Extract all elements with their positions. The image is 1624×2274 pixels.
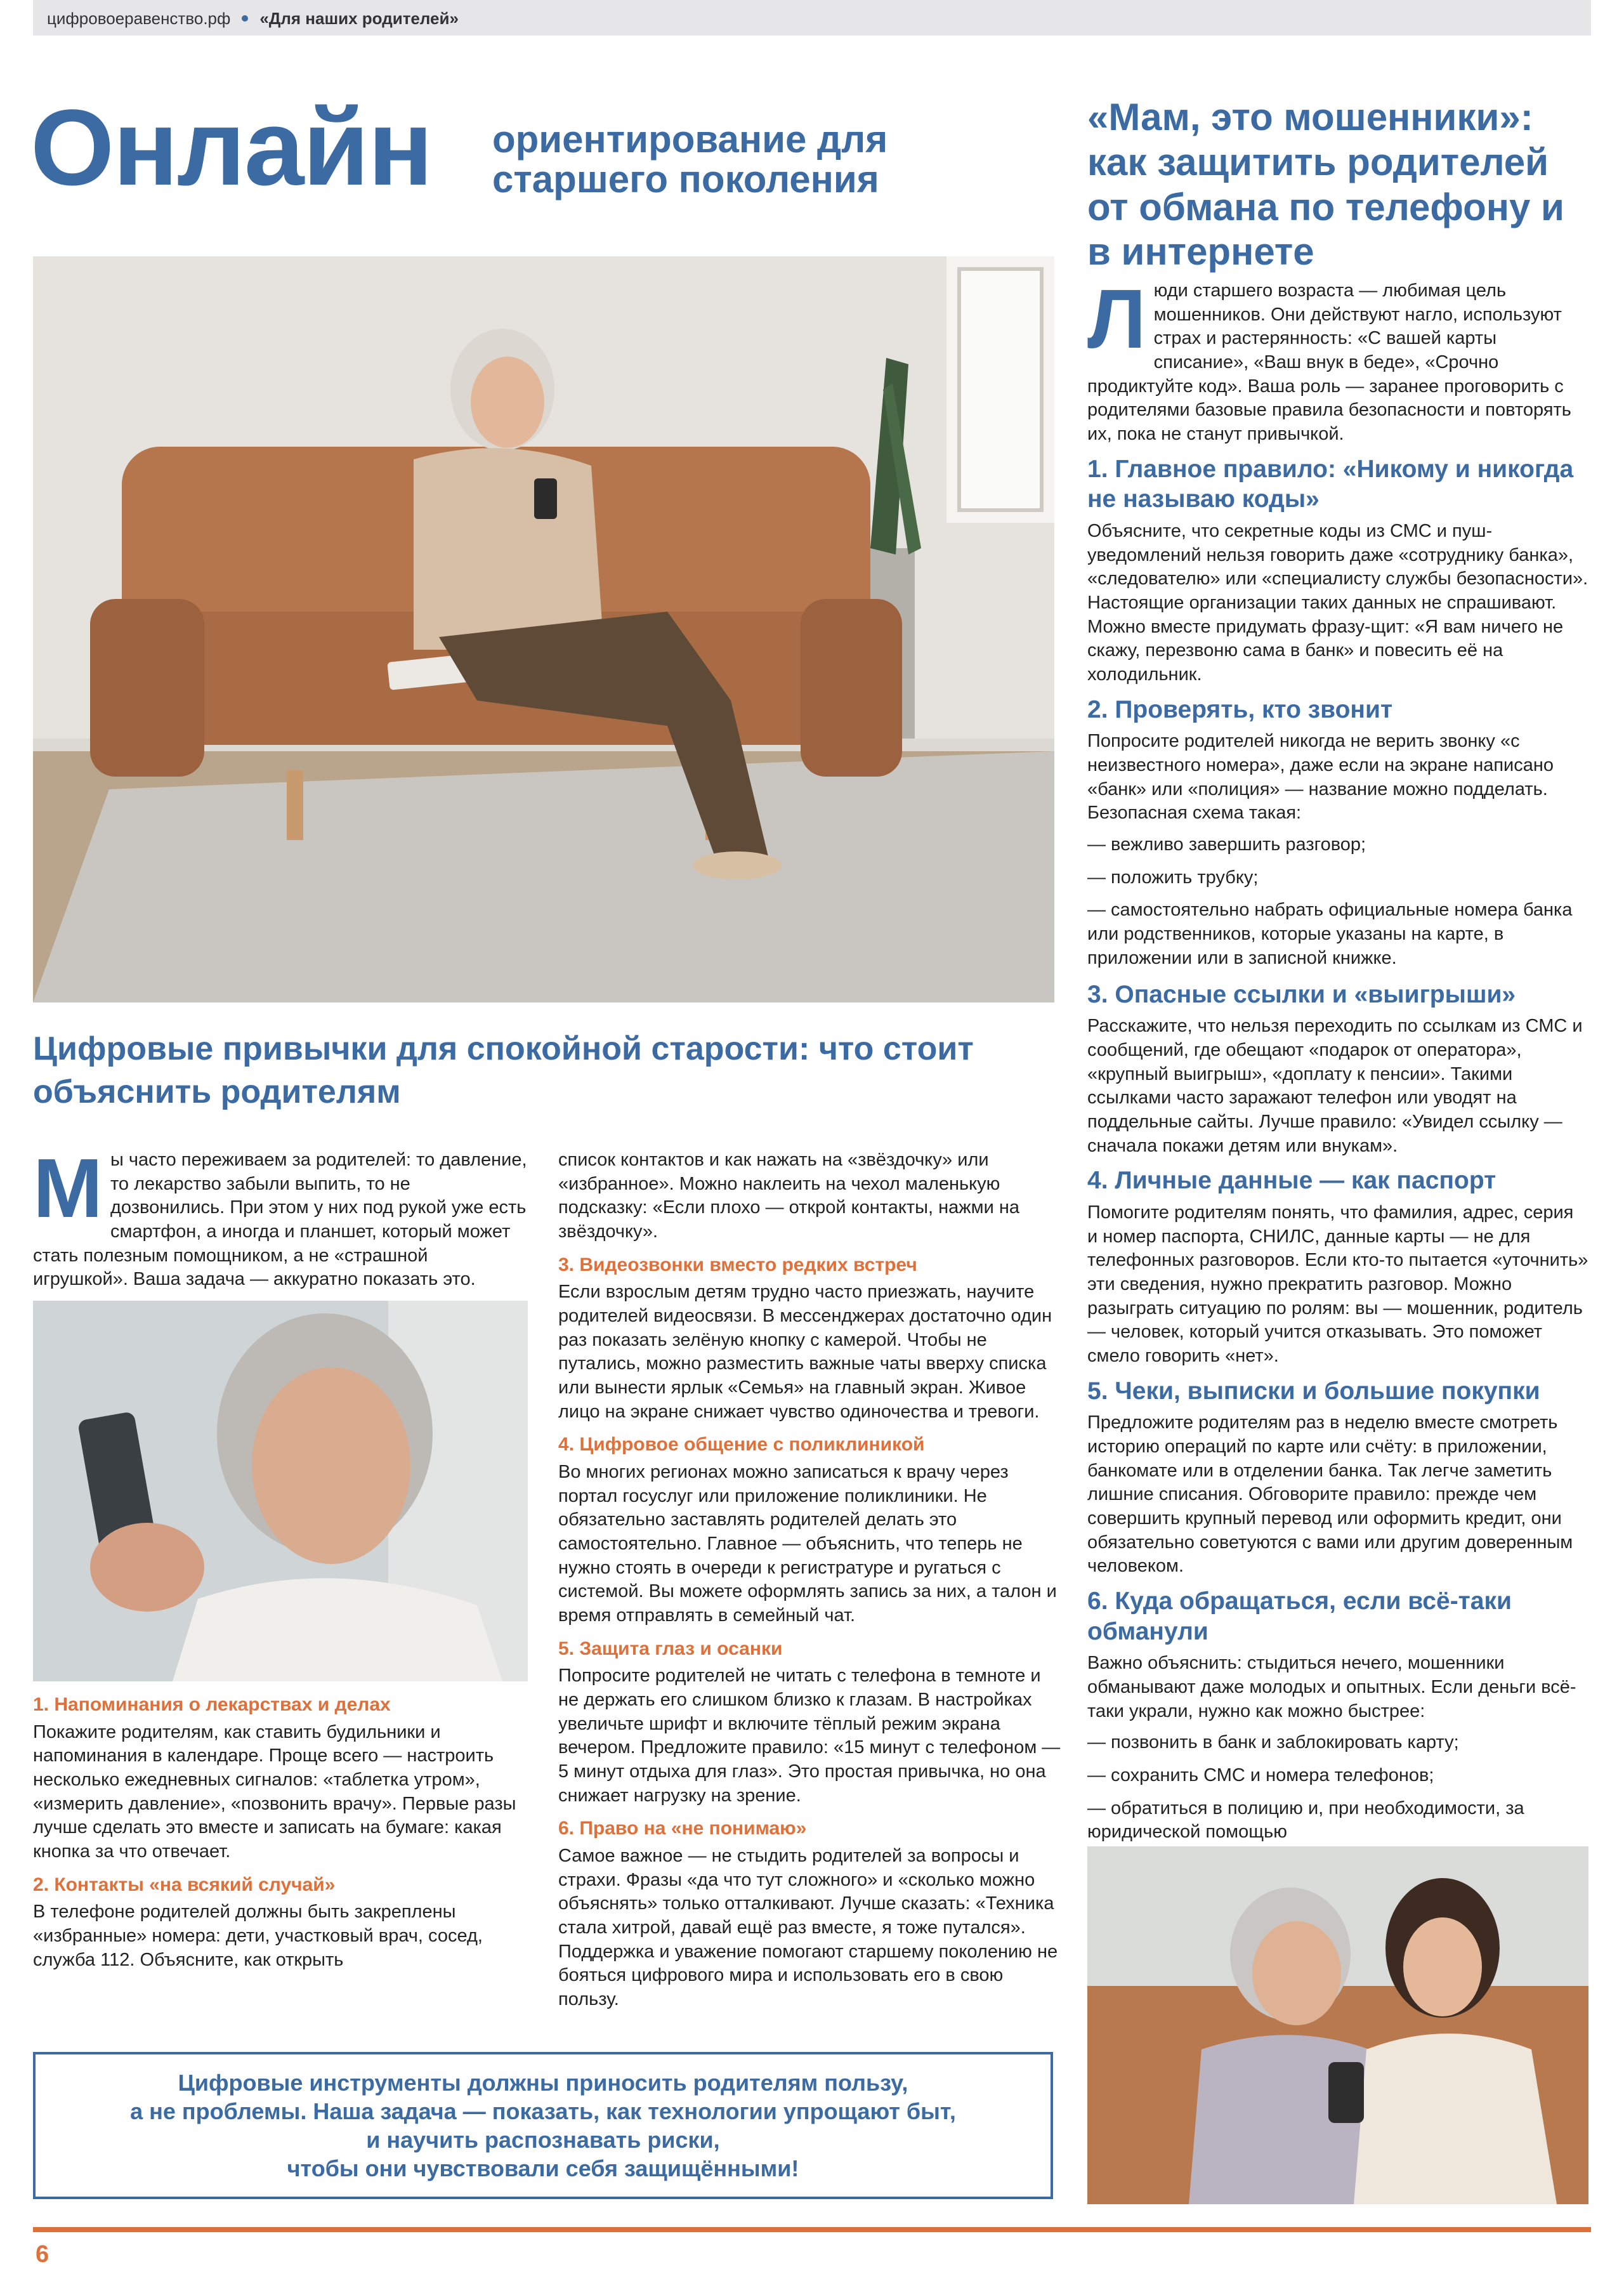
right-section-1-text: Объясните, что секретные коды из СМС и пуш-уведомлений нельзя говорить даже «сотруднику банка», «следователю» или «специалисту службы безопасности». Настоящие организации таких данных не спрашивают. Можно вместе придумать фразу-щит: «Я вам ничего не скажу, перезвоню сама в банк» и повесить её на холодильник. (1087, 520, 1588, 685)
top-header-bar (33, 0, 1591, 36)
quote-line-3: и научить распознавать риски, (366, 2127, 720, 2153)
separator-dot-icon (242, 15, 248, 22)
masthead-subtitle (492, 119, 962, 199)
right-section-2-title: 2. Проверять, кто звонит (1087, 695, 1393, 723)
left-article-column-2 (558, 1148, 1066, 2018)
right-intro-text: юди старшего возраста — любимая цель мошенников. Они действуют нагло, используют страх и растерянность: «С вашей карты списание», «Ваш внук в беде», «Срочно продиктуйте код». Ваша роль — заранее проговорить с родителями базовые правила безопасности и повторять их, пока не станут привычкой. (1087, 280, 1571, 445)
right-section-6-title: 6. Куда обращаться, если всё-таки обманули (1087, 1587, 1512, 1645)
left-section-3-text: Если взрослым детям трудно часто приезжать, научите родителей видеосвязи. В мессенджерах достаточно один раз показать зелёную кнопку с камерой. Чтобы не путались, можно разместить важные чаты вверху списка или вынести ярлык «Семья» на главный экран. Живое лицо на экране снижает чувство одиночества и тревоги. (558, 1282, 1052, 1422)
right-dropcap: Л (1087, 272, 1146, 365)
left-article-title: Цифровые привычки для спокойной старости: что стоит объяснить родителям (33, 1030, 974, 1110)
right-section-6-step-2: — сохранить СМС и номера телефонов; (1087, 1765, 1434, 1785)
left-intro-text: ы часто переживаем за родителей: то давление, то лекарство забыли выпить, то не дозвонились. При этом у них под рукой уже есть смартфон, а иногда и планшет, который может стать полезным помощником, а не «страшной игрушкой». Ваша задача — аккуратно показать это. (33, 1150, 527, 1290)
masthead-subtitle-line-1: ориентирование для (492, 118, 888, 161)
masthead-subtitle-line-2: старшего поколения (492, 158, 879, 200)
right-section-4-text: Помогите родителям понять, что фамилия, адрес, серия и номер паспорта, СНИЛС, данные карты — не для телефонных разговоров. Если кто-то пытается «уточнить» эти сведения, нужно прекратить разговор. Можно разыграть ситуацию по ролям: вы — мошенник, родитель — человек, который учится отказывать. Это поможет смело говорить «нет». (1087, 1202, 1588, 1366)
right-section-6-step-3: — обратиться в полицию и, при необходимости, за юридической помощью (1087, 1798, 1524, 1843)
left-section-2-text: В телефоне родителей должны быть закреплены «избранные» номера: дети, участковый врач, сосед, служба 112. Объясните, как открыть (33, 1902, 483, 1970)
quote-box (33, 2052, 1053, 2199)
photo-grandmother-and-granddaughter (1087, 1846, 1588, 2204)
left-section-5-title: 5. Защита глаз и осанки (558, 1638, 783, 1659)
right-article-title: «Мам, это мошенники»: как защитить родителей от обмана по телефону и в интернете (1087, 96, 1564, 273)
left-section-2-title: 2. Контакты «на всякий случай» (33, 1874, 336, 1895)
footer-divider (33, 2227, 1591, 2232)
right-section-3-title: 3. Опасные ссылки и «выигрыши» (1087, 980, 1516, 1008)
left-section-6-title: 6. Право на «не понимаю» (558, 1818, 807, 1839)
header-text (47, 9, 459, 29)
right-section-2-text: Попросите родителей никогда не верить звонку «с неизвестного номера», даже если на экране написано «банк» или «полиция» — название можно подделать. Безопасная схема такая: (1087, 731, 1554, 824)
left-section-4-text: Во многих регионах можно записаться к врачу через портал госуслуг или приложение поликлиники. Не обязательно заставлять родителей делать это самостоятельно. Главное — объяснить, что теперь не нужно стоять в очереди к регистратуре и ругаться с системой. Вы можете оформлять запись за них, а талон и время отправлять в семейный чат. (558, 1461, 1057, 1626)
left-section-1-text: Покажите родителям, как ставить будильники и напоминания в календаре. Проще всего — настроить несколько ежедневных сигналов: «таблетка утром», «измерить давление», «позвонить врачу». Первые разы лучше сделать это вместе и записать на бумаге: какая кнопка за что отвечает. (33, 1721, 516, 1862)
right-section-4-title: 4. Личные данные — как паспорт (1087, 1167, 1496, 1195)
left-section-5-text: Попросите родителей не читать с телефона в темноте и не держать его слишком близко к глазам. В настройках увеличьте шрифт и включите тёплый режим экрана вечером. Предложите правило: «15 минут с телефоном — 5 минут отдыха для глаз». Это простая привычка, но она снижает нагрузку на зрение. (558, 1666, 1061, 1806)
page-number: 6 (36, 2241, 49, 2268)
right-section-2-step-2: — положить трубку; (1087, 867, 1259, 888)
right-section-2-step-1: — вежливо завершить разговор; (1087, 834, 1366, 855)
right-section-3-text: Расскажите, что нельзя переходить по ссылкам из СМС и сообщений, где обещают «подарок от оператора», «крупный выигрыш», «доплату к пенсии». Такими ссылками часто заражают телефон или уводят на поддельные сайты. Лучше правило: «Увидел ссылку — сначала покажи детям или внукам». (1087, 1016, 1583, 1156)
quote-line-1: Цифровые инструменты должны приносить родителям пользу, (178, 2070, 908, 2096)
left-article-column-1 (33, 1141, 528, 1978)
right-section-6-text: Важно объяснить: стыдиться нечего, мошенники обманывают даже молодых и опытных. Если деньги всё-таки украли, нужно как можно быстрее: (1087, 1653, 1576, 1721)
section-name: «Для наших родителей» (259, 9, 459, 28)
quote-line-4: чтобы они чувствовали себя защищёнными! (287, 2155, 799, 2181)
right-section-5-title: 5. Чеки, выписки и большие покупки (1087, 1377, 1540, 1405)
left-section-4-title: 4. Цифровое общение с поликлиникой (558, 1434, 925, 1456)
right-section-1-title: 1. Главное правило: «Никому и никогда не называю коды» (1087, 455, 1574, 513)
right-intro-paragraph (1087, 272, 1588, 447)
quote-line-2: а не проблемы. Наша задача — показать, как технологии упрощают быт, (130, 2098, 956, 2124)
right-section-6-step-1: — позвонить в банк и заблокировать карту; (1087, 1732, 1459, 1753)
main-photo-woman-on-sofa (33, 256, 1054, 1002)
right-article-body (1087, 272, 1588, 1853)
left-section-1-title: 1. Напоминания о лекарствах и делах (33, 1694, 391, 1716)
left-dropcap: М (33, 1141, 103, 1235)
quote-text (130, 2068, 956, 2183)
masthead-title: Онлайн (30, 88, 432, 208)
right-section-5-text: Предложите родителям раз в неделю вместе смотреть историю операций по карте или счёту: в приложении, банкомате или в отделении банка. Так легче заметить лишние списания. Обговорите правило: прежде чем совершить крупный перевод или оформить кредит, они обязательно советуются с вами или другим доверенным человеком. (1087, 1412, 1573, 1577)
site-name: цифровоеравенство.рф (47, 9, 231, 28)
left-section-6-text: Самое важное — не стыдить родителей за вопросы и страхи. Фразы «да что тут сложного» и «сколько можно объяснять» только отталкивают. Лучше сказать: «Техника стала хитрой, давай ещё раз вместе, я тоже путался». Поддержка и уважение помогают старшему поколению не бояться цифрового мира и использовать его в свою пользу. (558, 1845, 1058, 2009)
left-intro-paragraph (33, 1141, 528, 1292)
left-section-3-title: 3. Видеозвонки вместо редких встреч (558, 1254, 917, 1275)
left-section-2-text-continued: список контактов и как нажать на «звёздочку» или «избранное». Можно наклеить на чехол маленькую подсказку: «Если плохо — открой контакты, нажми на звёздочку». (558, 1150, 1020, 1242)
right-section-2-step-3: — самостоятельно набрать официальные номера банка или родственников, которые указаны на карте, в приложении или в записной книжке. (1087, 900, 1573, 968)
photo-woman-with-smartphone (33, 1301, 528, 1681)
